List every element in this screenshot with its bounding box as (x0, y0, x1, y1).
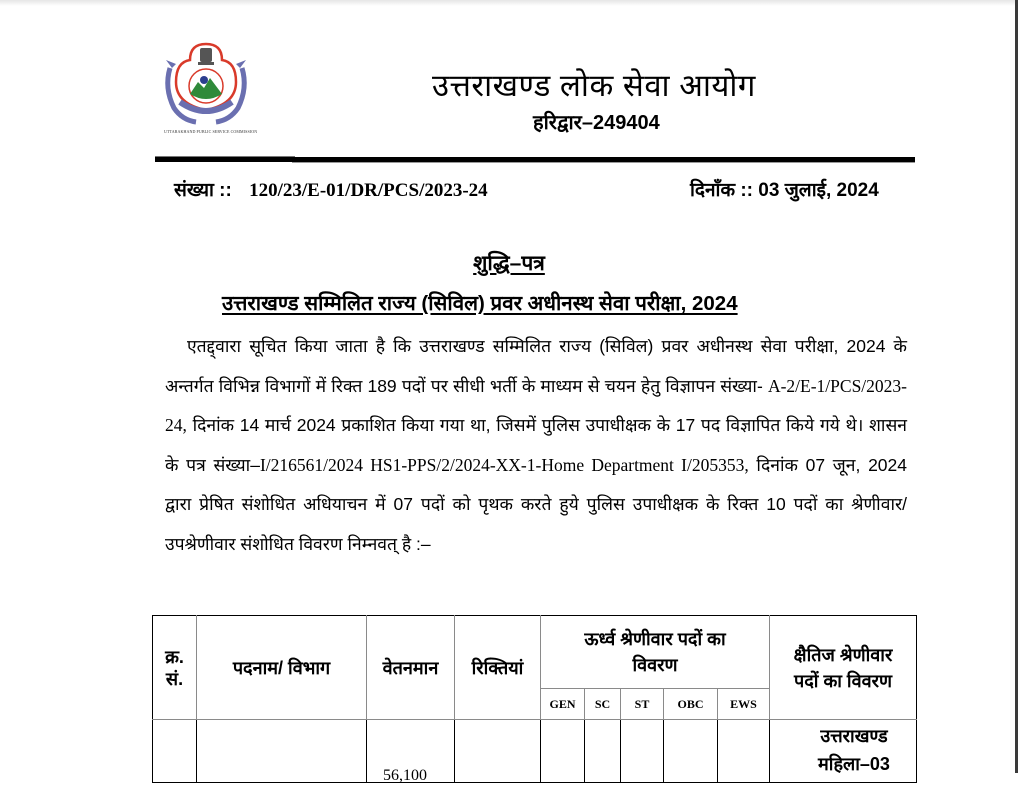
header-sc: SC (585, 689, 621, 720)
body-part-2: दिनांक 14 मार्च 2024 प्रकाशित किया गया था, जिसमें पुलिस उपाधीक्षक के 17 पद विज्ञापित किये गये थे। शासन के पत्र संख्या– (165, 415, 907, 475)
header-serial: क्र. सं. (153, 616, 197, 720)
header-divider-thin-right (292, 162, 915, 163)
body-part-3: दिनांक 07 जून, 2024 द्वारा प्रेषित संशोधित अधियाचन में 07 पदों को पृथक करते हुये पुलिस उपाधीक्षक के रिक्त 10 पदों का श्रेणीवार/उपश्रेणीवार संशोधित विवरण निम्नवत् है :– (165, 454, 908, 554)
government-letter-number: I/216561/2024 HS1-PPS/2/2024-XX-1-Home Department I/205353, (259, 454, 749, 475)
reference-number-label: संख्या :: (174, 180, 232, 201)
horizontal-line-2: महिला–03 (818, 754, 890, 774)
reference-number-value: 120/23/E-01/DR/PCS/2023-24 (249, 180, 488, 201)
reference-date-value: 03 जुलाई, 2024 (758, 180, 879, 201)
organization-address: हरिद्वार–249404 (533, 112, 660, 134)
cell-ews (718, 720, 770, 783)
table-row (153, 720, 917, 783)
logo-caption: UTTARAKHAND PUBLIC SERVICE COMMISSION (164, 129, 258, 134)
reference-date-label: दिनाँक :: (690, 180, 754, 201)
viewer-top-shade (0, 0, 1018, 6)
exam-title (222, 289, 738, 317)
reference-number (174, 176, 488, 202)
cell-post (197, 720, 367, 783)
pay-scale-value: 56,100 (383, 767, 427, 784)
reference-date (690, 176, 879, 202)
header-horizontal: क्षैतिज श्रेणीवार पदों का विवरण (770, 616, 917, 720)
header-st: ST (621, 689, 664, 720)
commission-logo (160, 38, 252, 136)
header-pay-scale: वेतनमान (367, 616, 455, 720)
horizontal-line-1: उत्तराखण्ड (820, 726, 888, 746)
header-vertical: ऊर्ध्व श्रेणीवार पदों का विवरण (541, 616, 770, 689)
cell-pay-scale (367, 720, 455, 783)
vacancy-table (152, 615, 917, 783)
exam-title-text: उत्तराखण्ड सम्मिलित राज्य (सिविल) प्रवर अधीनस्थ सेवा परीक्षा, 2024 (222, 292, 738, 315)
cell-gen (541, 720, 585, 783)
cell-st (621, 720, 664, 783)
header-ews: EWS (718, 689, 770, 720)
cell-obc (664, 720, 718, 783)
cell-sc (585, 720, 621, 783)
corrigendum-title: शुद्धि–पत्र (473, 252, 545, 275)
organization-name: उत्तराखण्ड लोक सेवा आयोग (432, 68, 756, 103)
header-vacancies: रिक्तियां (455, 616, 541, 720)
header-gen: GEN (541, 689, 585, 720)
header-post: पदनाम/ विभाग (197, 616, 367, 720)
document-heading (0, 249, 1018, 277)
cell-vacancies (455, 720, 541, 783)
body-paragraph (165, 327, 907, 565)
header-obc: OBC (664, 689, 718, 720)
emblem-icon (160, 38, 252, 130)
cell-serial (153, 720, 197, 783)
cell-horizontal (770, 720, 917, 783)
body-part-1: एतद्द्वारा सूचित किया जाता है कि उत्तराखण्ड सम्मिलित राज्य (सिविल) प्रवर अधीनस्थ सेवा परीक्षा, 2024 के अन्तर्गत विभिन्न विभागों में रिक्त 189 पदों पर सीधी भर्ती के माध्यम से चयन हेतु विज्ञापन संख्या- (165, 336, 907, 396)
advertisement-number: A-2/E-1/PCS/2023-24, (165, 375, 907, 436)
